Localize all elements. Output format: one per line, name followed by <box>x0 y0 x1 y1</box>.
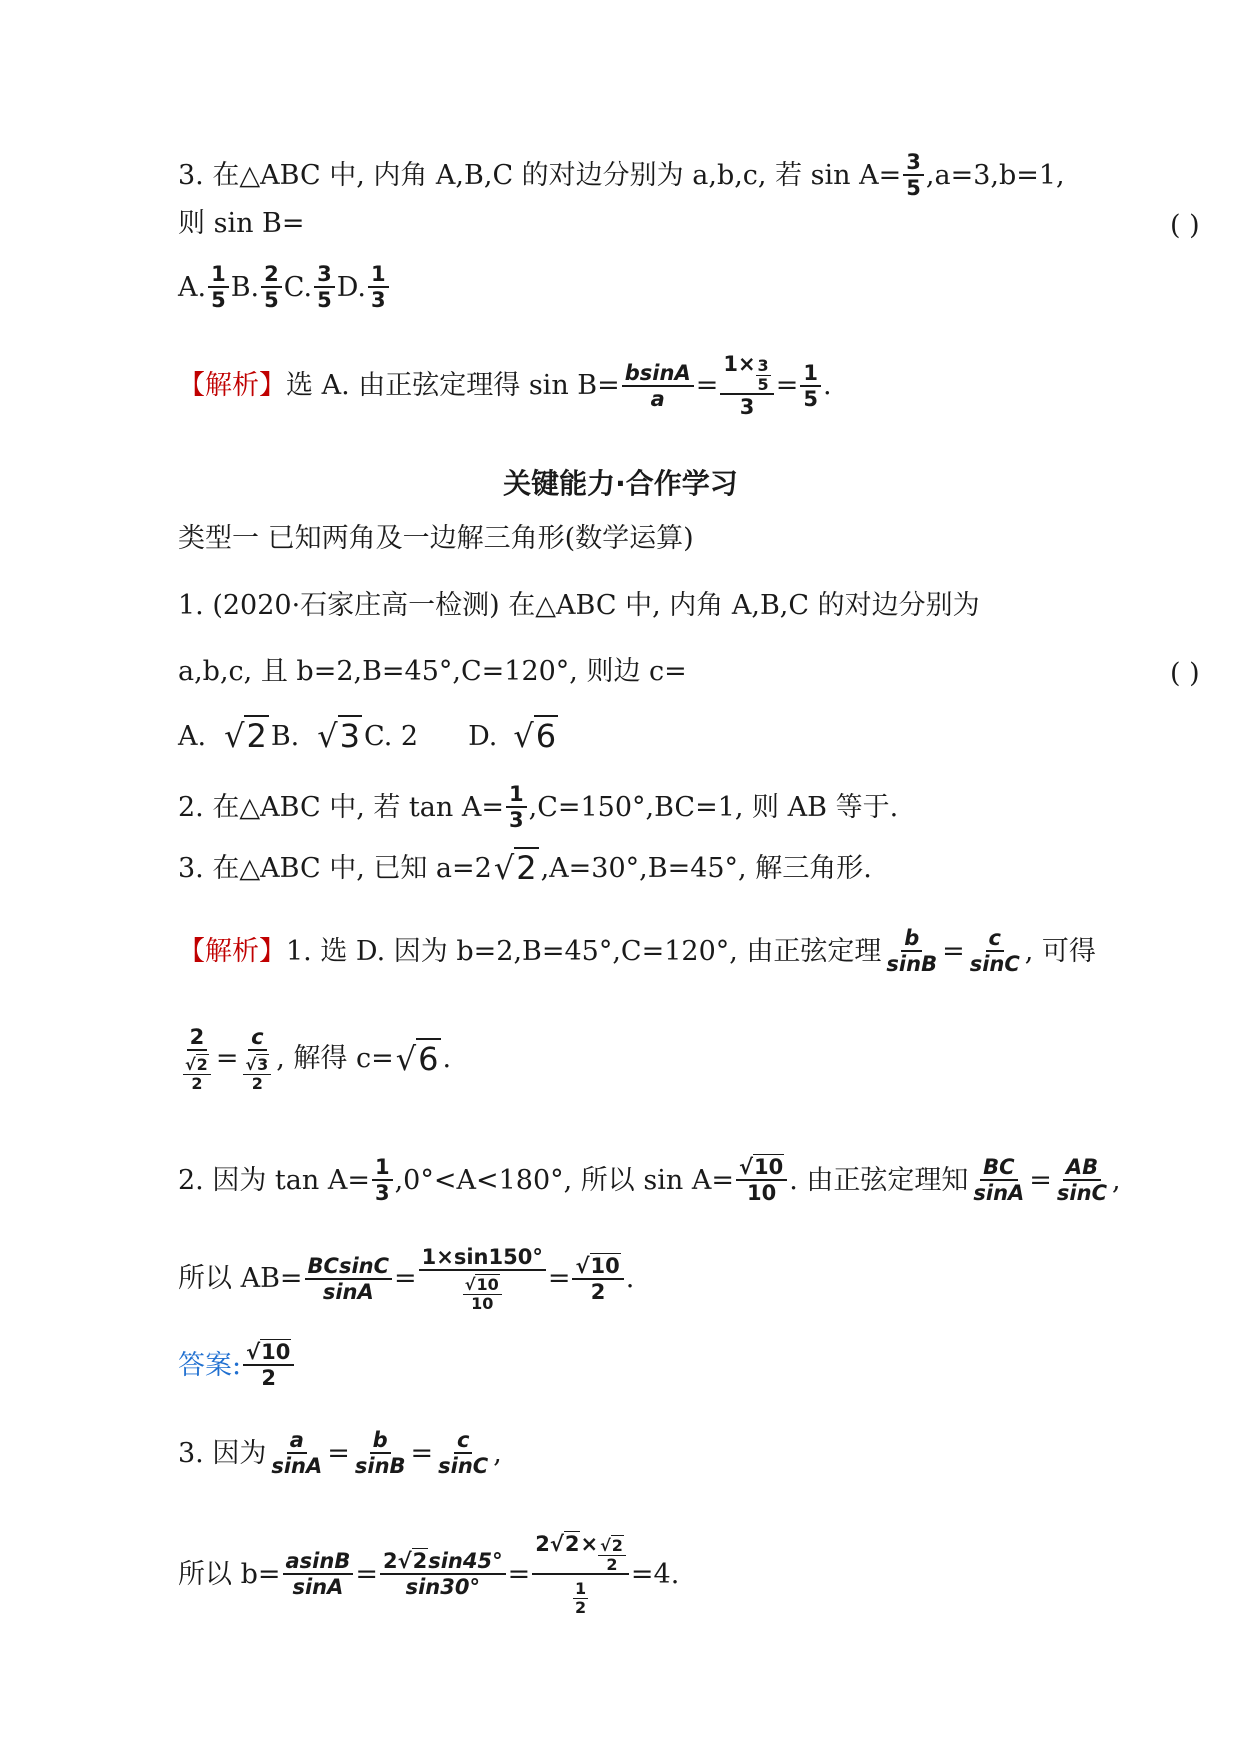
q3-line-2 <box>178 210 305 237</box>
fraction: $\frac{AB}{\sin C}$ <box>1056 1155 1107 1206</box>
p1-line-1: 1. (2020·石家庄高一检测) 在△ABC 中, 内角 A,B,C 的对边分别为 <box>178 590 980 621</box>
solution-text: 选 A. 由正弦定理得 sin B= <box>286 370 620 402</box>
option-c-label: C. <box>283 271 313 303</box>
fraction: $\frac{1}{5}$ <box>800 361 821 411</box>
s2-line-1: 2. 因为 tan A= $\frac{1}{3}$ ,0°<A<180°, 所以 sin A= $\frac{√10}{10}$ . 由正弦定理知 $\frac{BC}{\sin A}$ = $\frac{AB}{\sin C}$ , <box>178 1155 1121 1206</box>
option-a-fraction: $\frac{1}{5}$ <box>208 262 229 312</box>
option-b-fraction: $\frac{2}{5}$ <box>261 262 282 312</box>
p2-line: 2. 在△ABC 中, 若 tan A= $\frac{1}{3}$ ,C=150°,BC=1, 则 AB 等于. <box>178 782 899 833</box>
sqrt: √6 <box>513 717 557 755</box>
fraction: $\frac{b}{\sin B}$ <box>886 926 938 977</box>
sqrt: √2 <box>493 849 537 887</box>
s2-line-2: 所以 AB= $\frac{BCsinC}{\sin A}$ = $\frac{1\times\sin 150^\circ}{\frac{√10}{10}}$ = $\frac{√10}{2}$ . <box>178 1245 635 1313</box>
s1-line-2: $\frac{2}{\frac{√2}{2}}$ = $\frac{c}{\frac{√3}{2}}$ , 解得 c= √6 . <box>178 1025 451 1092</box>
q3-text: 3. 在△ABC 中, 内角 A,B,C 的对边分别为 a,b,c, 若 sin A= <box>178 159 902 191</box>
fraction: $\frac{a}{\sin A}$ <box>271 1428 323 1479</box>
q3-line-1 <box>178 150 1065 200</box>
p3-line: 3. 在△ABC 中, 已知 a=2 √2 ,A=30°,B=45°, 解三角形. <box>178 849 872 887</box>
fraction: $\frac{c}{\frac{√3}{2}}$ <box>240 1025 274 1092</box>
fraction: $\frac{√10}{10}$ <box>736 1155 787 1205</box>
q3-question: 则 sin B= <box>178 208 305 239</box>
option-a-label: A. <box>178 271 207 303</box>
fraction: $\frac{asinB}{\sin A}$ <box>283 1549 354 1599</box>
option-d-fraction: $\frac{1}{3}$ <box>368 262 389 312</box>
p1-line-2: a,b,c, 且 b=2,B=45°,C=120°, 则边 c= <box>178 656 687 687</box>
fraction: $\frac{2√2\sin 45^\circ}{\sin 30^\circ}$ <box>380 1549 506 1599</box>
fraction: $\frac{bsinA}{a}$ <box>622 361 694 411</box>
sqrt: √2 <box>224 717 267 755</box>
answer-line <box>178 1340 296 1390</box>
fraction: $\frac{c}{\sin C}$ <box>438 1428 489 1479</box>
fraction: $\frac{1}{3}$ <box>372 1155 393 1205</box>
fraction: 2√2× $\frac{√2}{2}$ $\frac{1}{2}$ <box>532 1532 629 1616</box>
sqrt: √6 <box>395 1039 439 1078</box>
q3-options <box>178 262 391 312</box>
fraction: $\frac{√10}{2}$ <box>243 1340 294 1390</box>
fraction: $\frac{1}{3}$ <box>506 782 527 832</box>
fraction: $\frac{BCsinC}{\sin A}$ <box>305 1254 392 1304</box>
option-c-fraction: $\frac{3}{5}$ <box>314 262 335 312</box>
fraction: $\frac{c}{\sin C}$ <box>969 926 1020 977</box>
answer-paren: ( ) <box>1170 210 1200 241</box>
fraction: $\frac{2}{\frac{√2}{2}}$ <box>180 1025 214 1092</box>
fraction: 1× $\frac{3}{5}$ 3 <box>720 352 773 419</box>
fraction: $\frac{1\times\sin 150^\circ}{\frac{√10}{10}}$ <box>419 1245 546 1312</box>
solution-tag: 【解析】 <box>178 935 286 967</box>
option-d-label: D. <box>336 271 366 303</box>
section-heading: 关键能力·合作学习 <box>503 467 738 500</box>
option-c-label: C. 2 <box>364 720 419 752</box>
option-a-label: A. <box>178 720 207 752</box>
answer-label: 答案: <box>178 1349 242 1381</box>
q3-text-tail: ,a=3,b=1, <box>925 159 1065 191</box>
fraction: $\frac{√10}{2}$ <box>572 1254 623 1304</box>
solution-tag: 【解析】 <box>178 370 286 402</box>
s3-line-1: 3. 因为 $\frac{a}{\sin A}$ = $\frac{b}{\sin B}$ = $\frac{c}{\sin C}$ , <box>178 1428 502 1479</box>
option-b-label: B. <box>270 720 300 752</box>
option-b-label: B. <box>230 271 260 303</box>
option-d-label: D. <box>468 720 498 752</box>
p1-options <box>178 717 560 755</box>
type-heading: 类型一 已知两角及一边解三角形(数学运算) <box>178 523 694 554</box>
fraction: $\frac{BC}{\sin A}$ <box>973 1155 1025 1206</box>
fraction: $\frac{3}{5}$ <box>903 150 924 200</box>
q3-solution: 【解析】 选 A. 由正弦定理得 sin B= $\frac{bsinA}{a}$ = 1× $\frac{3}{5}$ 3 = $\frac{1}{5}$ . <box>178 352 832 420</box>
s3-line-2: 所以 b= $\frac{asinB}{\sin A}$ = $\frac{2√2\sin 45^\circ}{\sin 30^\circ}$ = 2√2× $\frac{√2}{2}$ $\frac{1}{2}$ =4. <box>178 1532 680 1617</box>
sqrt: √3 <box>317 717 361 755</box>
fraction: $\frac{b}{\sin B}$ <box>354 1428 406 1479</box>
answer-paren: ( ) <box>1170 658 1200 689</box>
s1-line-1: 【解析】 1. 选 D. 因为 b=2,B=45°,C=120°, 由正弦定理 $\frac{b}{\sin B}$ = $\frac{c}{\sin C}$ , 可得 <box>178 926 1096 977</box>
